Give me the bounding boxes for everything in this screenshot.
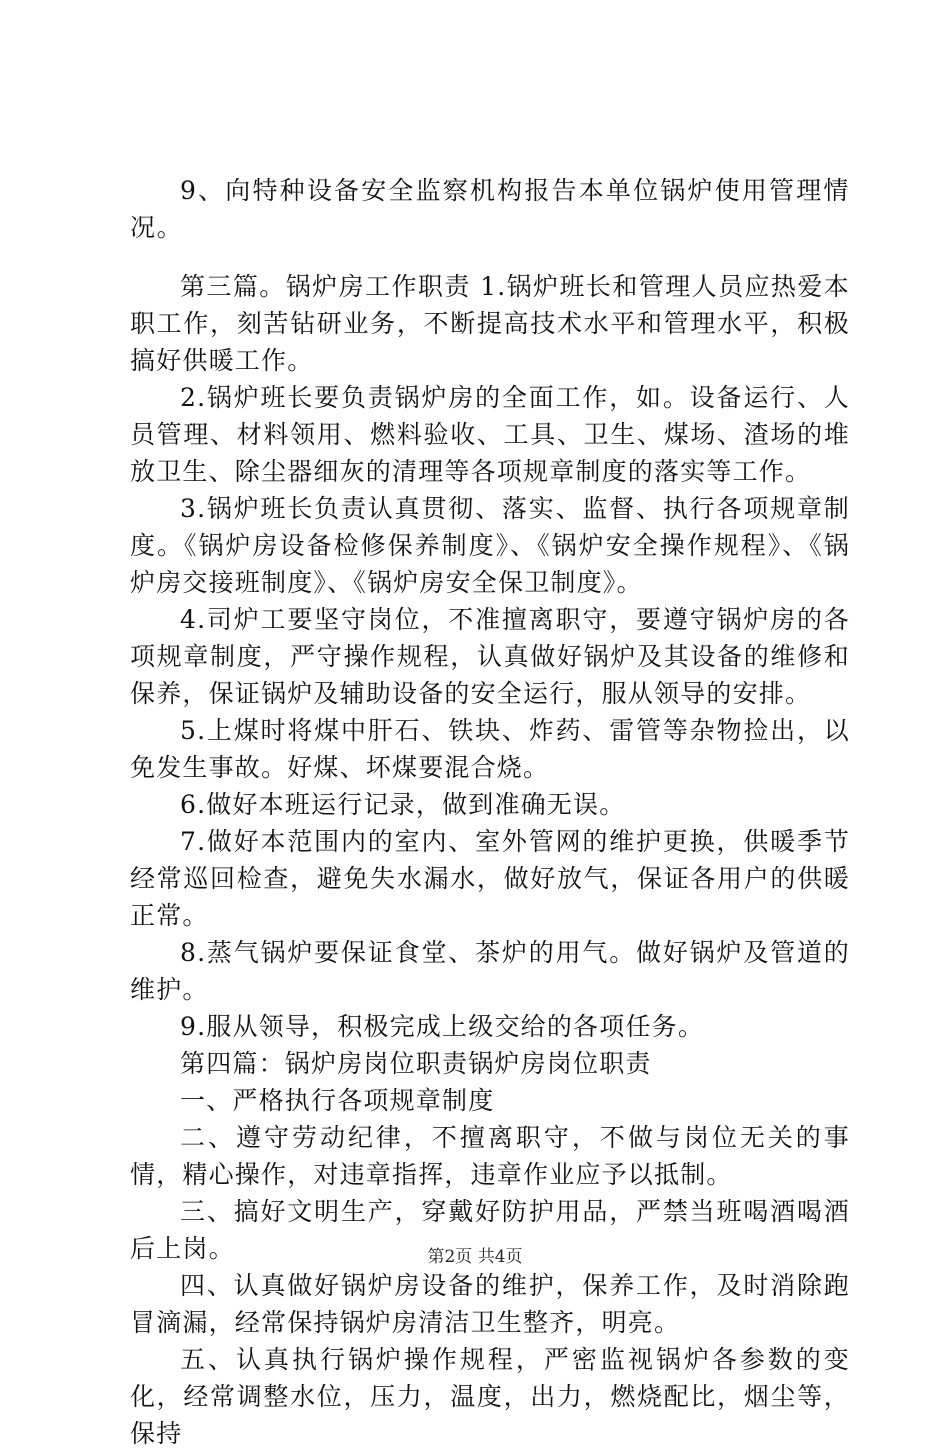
paragraph-item-9-report: 9、向特种设备安全监察机构报告本单位锅炉使用管理情况。 (130, 176, 850, 242)
paragraph-post-3: 三、搞好文明生产，穿戴好防护用品，严禁当班喝酒喝酒后上岗。 (130, 1197, 850, 1263)
paragraph-post-4: 四、认真做好锅炉房设备的维护，保养工作，及时消除跑冒滴漏，经常保持锅炉房清洁卫生整齐，明亮。 (130, 1271, 850, 1337)
paragraph-section-4-heading: 第四篇：锅炉房岗位职责锅炉房岗位职责 (180, 1049, 652, 1078)
paragraph-duty-2: 2.锅炉班长要负责锅炉房的全面工作，如。设备运行、人员管理、材料领用、燃料验收、工具、卫生、煤场、渣场的堆放卫生、除尘器细灰的清理等各项规章制度的落实等工作。 (130, 383, 850, 486)
paragraph-post-2: 二、遵守劳动纪律，不擅离职守，不做与岗位无关的事情，精心操作，对违章指挥，违章作业应予以抵制。 (130, 1123, 850, 1189)
paragraph-duty-7: 7.做好本范围内的室内、室外管网的维护更换，供暖季节经常巡回检查，避免失水漏水，做好放气，保证各用户的供暖正常。 (130, 827, 850, 930)
paragraph-duty-6: 6.做好本班运行记录，做到准确无误。 (180, 790, 626, 819)
page-number-footer: 第2页 共4页 (427, 1247, 523, 1267)
paragraph-duty-5: 5.上煤时将煤中肝石、铁块、炸药、雷管等杂物捡出，以免发生事故。好煤、坏煤要混合烧。 (130, 716, 850, 782)
paragraph-section-3-heading: 第三篇。锅炉房工作职责 1.锅炉班长和管理人员应热爱本职工作，刻苦钻研业务，不断提高技术水平和管理水平，积极搞好供暖工作。 (130, 272, 850, 375)
paragraph-duty-4: 4.司炉工要坚守岗位，不准擅离职守，要遵守锅炉房的各项规章制度，严守操作规程，认真做好锅炉及其设备的维修和保养，保证锅炉及辅助设备的安全运行，服从领导的安排。 (130, 605, 850, 708)
paragraph-post-5: 五、认真执行锅炉操作规程，严密监视锅炉各参数的变化，经常调整水位，压力，温度，出力，燃烧配比，烟尘等，保持 (130, 1345, 850, 1448)
paragraph-duty-3: 3.锅炉班长负责认真贯彻、落实、监督、执行各项规章制度。《锅炉房设备检修保养制度》、《锅炉安全操作规程》、《锅炉房交接班制度》、《锅炉房安全保卫制度》。 (130, 494, 850, 597)
paragraph-duty-9: 9.服从领导，积极完成上级交给的各项任务。 (180, 1012, 705, 1041)
paragraph-post-1: 一、严格执行各项规章制度 (180, 1086, 495, 1115)
paragraph-duty-8: 8.蒸气锅炉要保证食堂、茶炉的用气。做好锅炉及管道的维护。 (130, 938, 850, 1004)
